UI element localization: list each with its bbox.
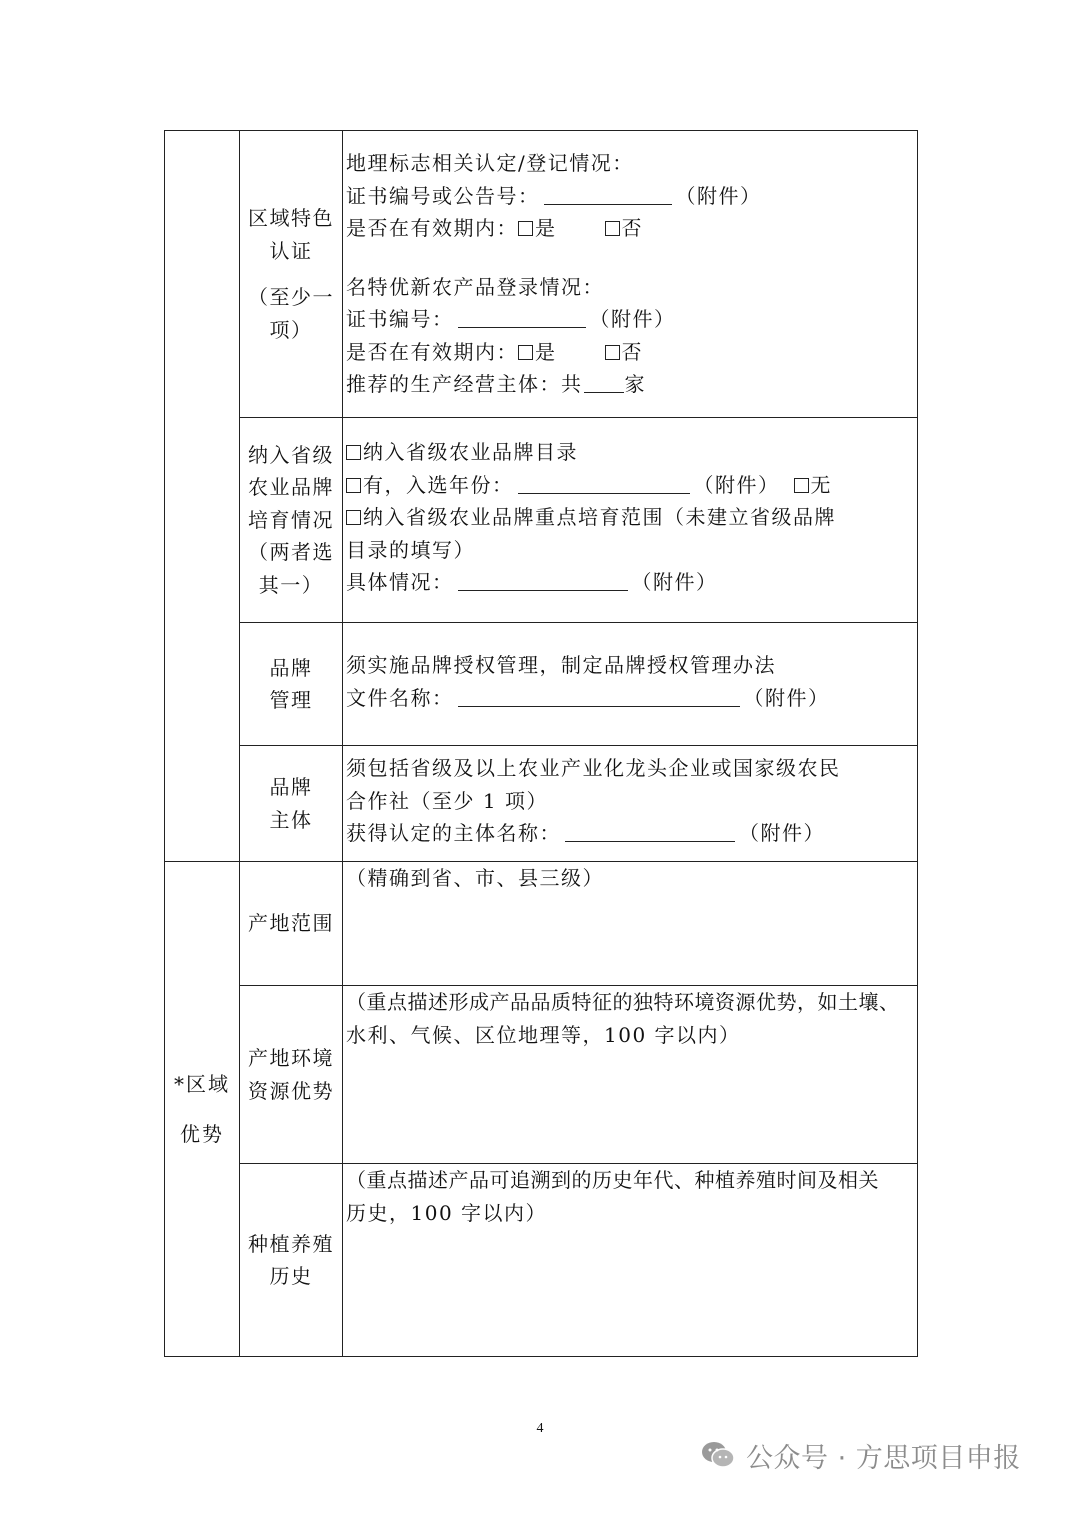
- section-cell-empty: [165, 131, 240, 862]
- gi-cert-line: [346, 180, 917, 213]
- mtyx-cert-no-field[interactable]: [458, 307, 586, 328]
- row-brand-mgmt: [165, 623, 918, 746]
- label-provincial-brand: [240, 418, 343, 623]
- recommended-count-field[interactable]: [584, 372, 624, 393]
- label-line: 主体: [269, 807, 313, 832]
- file-name-line: [346, 682, 917, 715]
- year-field[interactable]: [518, 473, 690, 494]
- label-env-advantage: [240, 986, 343, 1164]
- content-brand-entity: [343, 746, 918, 862]
- file-name-field[interactable]: [458, 686, 740, 707]
- label-line: 产地范围: [248, 911, 334, 936]
- attachment-note: （附件）: [589, 307, 676, 331]
- label-origin-scope: [240, 862, 343, 986]
- checkbox-opt1[interactable]: [346, 445, 361, 460]
- checkbox-no[interactable]: [605, 221, 620, 236]
- label-line: 区域特色: [248, 206, 334, 230]
- opt2-line: [346, 501, 917, 534]
- section-region-advantage: [165, 862, 240, 1357]
- gi-title: 地理标志相关认定/登记情况：: [346, 151, 634, 175]
- field-label: 证书编号或公告号：: [346, 183, 540, 208]
- watermark: [700, 1433, 1021, 1477]
- label-line: 认证: [269, 238, 313, 263]
- brand-entity-req-b: 合作社（至少 1 项）: [346, 788, 548, 813]
- label-line: 农业品牌: [248, 475, 334, 500]
- gi-validity-line: [346, 212, 917, 245]
- checkbox-has[interactable]: [346, 478, 361, 493]
- mtyx-title: 名特优新农产品登录情况：: [346, 274, 604, 299]
- origin-scope-note: （精确到省、市、县三级）: [346, 866, 604, 890]
- label-line: 资源优势: [248, 1078, 334, 1103]
- recommended-line: [346, 368, 917, 401]
- brand-mgmt-req: 须实施品牌授权管理，制定品牌授权管理办法: [346, 653, 776, 677]
- label-line: （两者选: [248, 540, 334, 565]
- entity-name-line: [346, 817, 917, 850]
- label-line: 品牌: [269, 775, 313, 799]
- checkbox-none[interactable]: [794, 478, 809, 493]
- label-line: 项）: [269, 317, 313, 342]
- field-label: 是否在有效期内：: [346, 339, 518, 364]
- attachment-note: （附件）: [631, 570, 718, 594]
- option-label: 否: [621, 216, 643, 240]
- attachment-note: （附件）: [675, 183, 762, 208]
- page-number: 4: [536, 1421, 544, 1436]
- row-provincial-brand: [165, 418, 918, 623]
- application-form-table: [164, 130, 918, 1357]
- label-line: 品牌: [269, 655, 313, 680]
- label-line: （至少一: [248, 285, 334, 309]
- content-origin-scope[interactable]: [343, 862, 918, 986]
- opt1-line: [346, 436, 917, 469]
- attachment-note: （附件）: [739, 821, 825, 845]
- option-label: 是: [535, 216, 557, 240]
- checkbox-yes[interactable]: [518, 345, 533, 360]
- label-line: 其一）: [258, 572, 324, 597]
- gi-cert-no-field[interactable]: [544, 184, 672, 205]
- unit-label: 家: [624, 372, 646, 396]
- option-label: 是: [535, 339, 557, 364]
- mtyx-cert-line: [346, 303, 917, 336]
- field-label: 文件名称：: [346, 685, 454, 710]
- checkbox-yes[interactable]: [518, 221, 533, 236]
- brand-entity-req-a: 须包括省级及以上农业产业化龙头企业或国家级农民: [346, 756, 841, 780]
- label-brand-mgmt: [240, 623, 343, 746]
- label-brand-entity: [240, 746, 343, 862]
- section-label: *区域 优势: [174, 1072, 230, 1146]
- field-label: 证书编号：: [346, 307, 454, 331]
- content-history[interactable]: [343, 1164, 918, 1357]
- attachment-note: （附件）: [693, 472, 780, 497]
- attachment-note: （附件）: [743, 685, 830, 710]
- row-regional-cert: [165, 131, 918, 418]
- details-field[interactable]: [458, 570, 628, 591]
- row-history: [165, 1164, 918, 1357]
- history-note-b: 历史，100 字以内）: [346, 1200, 548, 1225]
- option-label: 纳入省级农业品牌重点培育范围（未建立省级品牌: [363, 505, 836, 529]
- row-brand-entity: [165, 746, 918, 862]
- checkbox-no[interactable]: [605, 345, 620, 360]
- field-label: 具体情况：: [346, 570, 454, 594]
- checkbox-opt2[interactable]: [346, 510, 361, 525]
- watermark-text: 公众号 · 方思项目申报: [746, 1442, 1021, 1474]
- row-env-advantage: [165, 986, 918, 1164]
- label-line: 培育情况: [248, 507, 334, 532]
- label-line: 历史: [269, 1264, 313, 1288]
- label-line: 管理: [269, 688, 313, 712]
- history-note-a: （重点描述产品可追溯到的历史年代、种植养殖时间及相关: [346, 1168, 879, 1192]
- content-regional-cert: [343, 131, 918, 418]
- env-note-b: 水利、气候、区位地理等，100 字以内）: [346, 1022, 741, 1047]
- label-line: 纳入省级: [248, 442, 334, 467]
- label-line: 种植养殖: [248, 1231, 334, 1256]
- has-year-line: [346, 469, 917, 502]
- entity-name-field[interactable]: [565, 821, 735, 842]
- field-label: 有，入选年份：: [363, 472, 514, 497]
- content-provincial-brand: [343, 418, 918, 623]
- label-regional-cert: [240, 131, 343, 418]
- label-history: [240, 1164, 343, 1357]
- row-origin-scope: [165, 862, 918, 986]
- content-brand-mgmt: [343, 623, 918, 746]
- mtyx-validity-line: [346, 336, 917, 369]
- label-line: 产地环境: [248, 1046, 334, 1070]
- option-label: 否: [621, 339, 643, 364]
- details-line: [346, 566, 917, 599]
- opt2-line-cont: 目录的填写）: [346, 537, 475, 562]
- wechat-icon: [700, 1440, 736, 1470]
- env-note-a: （重点描述形成产品品质特征的独特环境资源优势，如土壤、: [346, 990, 900, 1014]
- field-label: 是否在有效期内：: [346, 216, 518, 240]
- field-label: 推荐的生产经营主体：共: [346, 372, 583, 396]
- content-env-advantage[interactable]: [343, 986, 918, 1164]
- option-label: 无: [810, 472, 832, 497]
- field-label: 获得认定的主体名称：: [346, 821, 561, 845]
- option-label: 纳入省级农业品牌目录: [363, 440, 578, 464]
